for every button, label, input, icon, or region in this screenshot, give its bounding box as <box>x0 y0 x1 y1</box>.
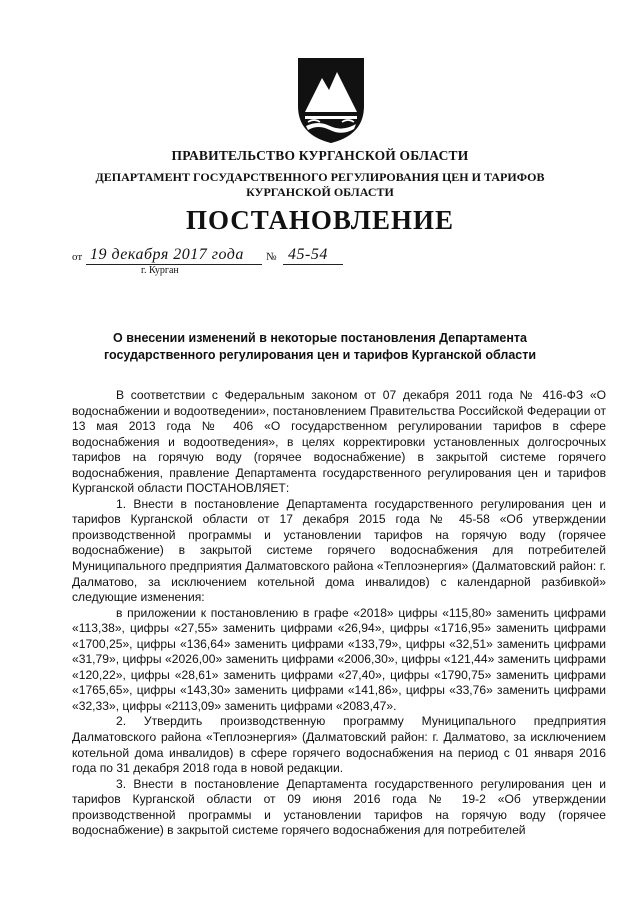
handwritten-date: 19 декабря 2017 года <box>90 246 244 263</box>
handwritten-number: 45-54 <box>288 246 328 263</box>
from-label: от <box>72 251 83 263</box>
number-underline <box>283 264 343 265</box>
document-body <box>72 388 606 839</box>
coat-of-arms-icon <box>296 56 366 144</box>
paragraph-item-1: 1. Внести в постановление Департамента государственного регулирования цен и тарифов Курганской области от 17 декабря 2015 года № 45-58 «Об утверждении производственной программы и установлении тарифов на горячую воду (горячее водоснабжение) в закрытой системе горячего водоснабжения для потребителей Муниципального предприятия Далматовского района «Теплоэнергия» (Далматовский район: г. Далматово, за исключением котельной дома инвалидов) с календарной разбивкой» следующие изменения: <box>72 496 606 605</box>
number-label: № <box>266 251 277 263</box>
paragraph-preamble: В соответствии с Федеральным законом от 07 декабря 2011 года № 416-ФЗ «О водоснабжении и водоотведении», постановлением Правительства Российской Федерации от 13 мая 2013 года № 406 «О государственном регулировании тарифов в сфере водоснабжения и водоотведения», в целях корректировки установленных долгосрочных тарифов на горячую воду (горячее водоснабжение) в закрытой системе горячего водоснабжения, правление Департамента государственного регулирования цен и тарифов Курганской области ПОСТАНОВЛЯЕТ: <box>72 388 606 496</box>
department-name: ДЕПАРТАМЕНТ ГОСУДАРСТВЕННОГО РЕГУЛИРОВАНИЯ ЦЕН И ТАРИФОВ КУРГАНСКОЙ ОБЛАСТИ <box>95 170 545 199</box>
government-name: ПРАВИТЕЛЬСТВО КУРГАНСКОЙ ОБЛАСТИ <box>171 148 469 163</box>
paragraph-item-1-changes: в приложении к постановлению в графе «2018» цифры «115,80» заменить цифрами «113,38», цифры «27,55» заменить цифрами «26,94», цифры «1716,95» заменить цифрами «1700,25», цифры «136,64» заменить цифрами «133,79», цифры «32,51» заменить цифрами «31,79», цифры «2026,00» заменить цифрами «2006,30», цифры «121,44» заменить цифрами «120,22», цифры «28,61» заменить цифрами «27,40», цифры «1790,75» заменить цифрами «1765,65», цифры «143,30» заменить цифрами «141,86», цифры «33,76» заменить цифрами «32,33», цифры «2113,09» заменить цифрами «2083,47». <box>72 605 606 713</box>
paragraph-item-3: 3. Внести в постановление Департамента государственного регулирования цен и тарифов Курганской области от 09 июня 2016 года № 19-2 «Об утверждении производственной программы и установлении тарифов на горячую воду (горячее водоснабжение) в закрытой системе горячего водоснабжения для потребителей <box>72 776 606 838</box>
paragraph-item-2: 2. Утвердить производственную программу Муниципального предприятия Далматовского района «Теплоэнергия» (Далматовский район: г. Далматово, за исключением котельной дома инвалидов) в сфере горячего водоснабжения на период с 01 января 2016 года по 31 декабря 2018 года в новой редакции. <box>72 714 606 776</box>
city-label: г. Курган <box>141 265 179 276</box>
document-type-title: ПОСТАНОВЛЕНИЕ <box>185 205 455 235</box>
document-subject: О внесении изменений в некоторые постановления Департамента государственного регулирования цен и тарифов Курганской области <box>103 331 537 362</box>
